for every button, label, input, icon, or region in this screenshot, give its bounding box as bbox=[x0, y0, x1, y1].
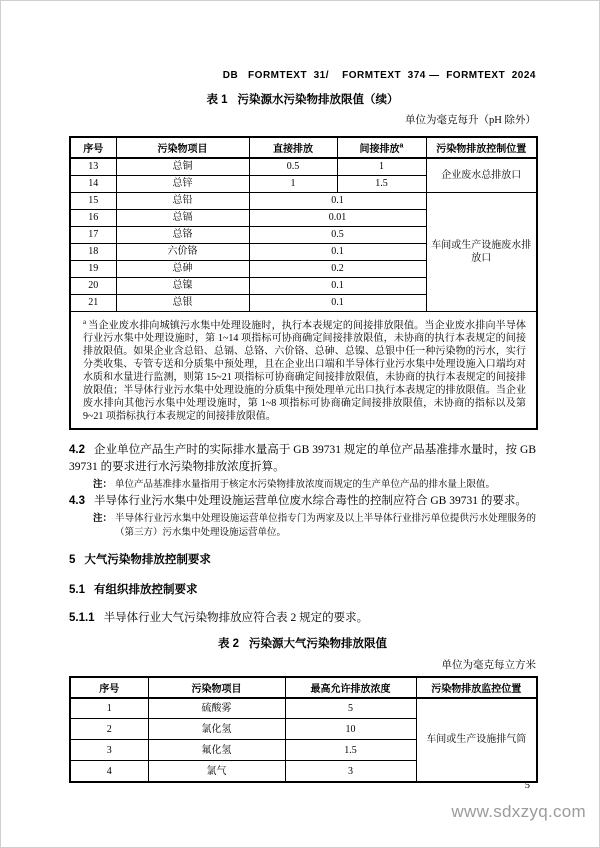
table1-row bbox=[70, 158, 537, 175]
pollutant-item-cell: 硫酸雾 bbox=[148, 698, 285, 719]
row-number-cell: 18 bbox=[70, 243, 116, 260]
clause-4-3 bbox=[69, 493, 536, 510]
table1-header-cell: 序号 bbox=[70, 137, 116, 158]
row-number-cell: 1 bbox=[70, 698, 148, 719]
section-5-1-heading bbox=[69, 583, 536, 597]
table1-header-cell: 间接排放$^a$ bbox=[337, 137, 426, 158]
note-text: 单位产品基准排水量指用于核定水污染物排放浓度而规定的生产单位产品的排水量上限值。 bbox=[115, 479, 496, 490]
indirect-limit-cell: 1 bbox=[337, 158, 426, 175]
table1-footnote-row bbox=[70, 311, 537, 429]
row-number-cell: 19 bbox=[70, 260, 116, 277]
pollutant-item-cell: 总镍 bbox=[116, 277, 249, 294]
note-label: 注： bbox=[93, 478, 113, 490]
limit-value-cell: 0.1 bbox=[249, 243, 426, 260]
row-number-cell: 16 bbox=[70, 209, 116, 226]
table2-title-text: 污染源大气污染物排放限值 bbox=[249, 637, 388, 650]
table2-header-row bbox=[70, 677, 537, 698]
section-5-heading bbox=[69, 553, 536, 567]
row-number-cell: 21 bbox=[70, 294, 116, 311]
pollutant-item-cell: 总铜 bbox=[116, 158, 249, 175]
max-concentration-cell: 3 bbox=[285, 761, 416, 782]
pollutant-item-cell: 氯化氢 bbox=[148, 719, 285, 740]
table2-header-cell: 最高允许排放浓度 bbox=[285, 677, 416, 698]
pollutant-item-cell: 总砷 bbox=[116, 260, 249, 277]
limit-value-cell: 0.1 bbox=[249, 294, 426, 311]
page-number: 5 bbox=[524, 780, 530, 791]
row-number-cell: 2 bbox=[70, 719, 148, 740]
table1-row bbox=[70, 192, 537, 209]
max-concentration-cell: 1.5 bbox=[285, 740, 416, 761]
clause-4-2 bbox=[69, 442, 536, 476]
clause-4-2-note bbox=[69, 478, 536, 492]
table1-title-prefix: 表 1 bbox=[206, 94, 228, 106]
pollutant-item-cell: 氟化氢 bbox=[148, 740, 285, 761]
section-5-1-number: 5.1 bbox=[69, 583, 85, 596]
clause-4-2-number: 4.2 bbox=[69, 443, 85, 456]
table1-header-cell: 污染物排放控制位置 bbox=[426, 137, 537, 158]
control-position-cell: 企业废水总排放口 bbox=[426, 158, 537, 192]
limit-value-cell: 0.01 bbox=[249, 209, 426, 226]
table2-header-cell: 污染物排放监控位置 bbox=[416, 677, 537, 698]
control-position-cell: 车间或生产设施排气筒 bbox=[416, 698, 537, 782]
pollutant-item-cell: 总锌 bbox=[116, 175, 249, 192]
row-number-cell: 13 bbox=[70, 158, 116, 175]
section-5-1-title: 有组织排放控制要求 bbox=[94, 583, 198, 596]
table1-title bbox=[69, 94, 536, 107]
row-number-cell: 14 bbox=[70, 175, 116, 192]
table1 bbox=[69, 136, 538, 430]
clause-4-3-note bbox=[69, 512, 536, 540]
watermark: www.sdxzyq.com bbox=[451, 802, 586, 821]
table2-header-cell: 序号 bbox=[70, 677, 148, 698]
pollutant-item-cell: 氯气 bbox=[148, 761, 285, 782]
clause-5-1-1 bbox=[69, 610, 536, 627]
section-5-title: 大气污染物排放控制要求 bbox=[84, 553, 211, 566]
note-label: 注： bbox=[93, 512, 113, 524]
table2-row bbox=[70, 698, 537, 719]
table2-unit-note: 单位为毫克每立方米 bbox=[441, 659, 536, 671]
row-number-cell: 4 bbox=[70, 761, 148, 782]
table2-title-prefix: 表 2 bbox=[217, 637, 240, 650]
clause-4-3-number: 4.3 bbox=[69, 494, 85, 507]
pollutant-item-cell: 六价铬 bbox=[116, 243, 249, 260]
table2-title bbox=[69, 638, 536, 651]
max-concentration-cell: 5 bbox=[285, 698, 416, 719]
pollutant-item-cell: 总铬 bbox=[116, 226, 249, 243]
table1-footnote bbox=[70, 311, 537, 429]
direct-limit-cell: 1 bbox=[249, 175, 337, 192]
table2 bbox=[69, 676, 538, 783]
table2-header-cell: 污染物项目 bbox=[148, 677, 285, 698]
clause-5-1-1-text: 半导体行业大气污染物排放应符合表 2 规定的要求。 bbox=[103, 611, 369, 624]
direct-limit-cell: 0.5 bbox=[249, 158, 337, 175]
row-number-cell: 3 bbox=[70, 740, 148, 761]
table1-title-text: 污染源水污染物排放限值（续） bbox=[237, 94, 399, 106]
control-position-cell: 车间或生产设施废水排放口 bbox=[426, 192, 537, 311]
doc-header: DB FORMTEXT 31/ FORMTEXT 374 — FORMTEXT 2024 bbox=[222, 70, 536, 81]
table1-header-cell: 直接排放 bbox=[249, 137, 337, 158]
limit-value-cell: 0.5 bbox=[249, 226, 426, 243]
section-5-number: 5 bbox=[69, 553, 76, 566]
row-number-cell: 17 bbox=[70, 226, 116, 243]
table1-unit-note: 单位为毫克每升（pH 除外） bbox=[405, 115, 536, 126]
row-number-cell: 15 bbox=[70, 192, 116, 209]
limit-value-cell: 0.1 bbox=[249, 192, 426, 209]
limit-value-cell: 0.1 bbox=[249, 277, 426, 294]
table1-header-cell: 污染物项目 bbox=[116, 137, 249, 158]
max-concentration-cell: 10 bbox=[285, 719, 416, 740]
limit-value-cell: 0.2 bbox=[249, 260, 426, 277]
note-text: 半导体行业污水集中处理设施运营单位指专门为两家及以上半导体行业排污单位提供污水处理服务的（第三方）污水集中处理设施运营单位。 bbox=[115, 513, 536, 538]
table1-header-row bbox=[70, 137, 537, 158]
indirect-limit-cell: 1.5 bbox=[337, 175, 426, 192]
clause-5-1-1-number: 5.1.1 bbox=[69, 611, 95, 624]
pollutant-item-cell: 总铅 bbox=[116, 192, 249, 209]
header-superscript: a bbox=[399, 142, 404, 150]
pollutant-item-cell: 总银 bbox=[116, 294, 249, 311]
clause-4-2-text: 企业单位产品生产时的实际排水量高于 GB 39731 规定的单位产品基准排水量时，按 GB 39731 的要求进行水污染物排放浓度折算。 bbox=[69, 443, 536, 473]
clause-4-3-text: 半导体行业污水集中处理设施运营单位废水综合毒性的控制应符合 GB 39731 的要求。 bbox=[94, 494, 527, 507]
pollutant-item-cell: 总镉 bbox=[116, 209, 249, 226]
row-number-cell: 20 bbox=[70, 277, 116, 294]
footnote-marker: a bbox=[83, 317, 87, 326]
footnote-text: 当企业废水排向城镇污水集中处理设施时，执行本表规定的间接排放限值。当企业废水排向半导体行业污水集中处理设施时，第 1~14 项指标可协商确定间接排放限值，未协商的执行本表规定的间接排放限值。如果企业含总铅、总镉、总铬、六价铬、总砷、总镍、总银中任一种污染物的污水，实行分类收集、专管专送和分质集中预处理，且在企业出口端和半导体行业污水集中处理设施入口端均对水质和水量进行监测，则第 15~21 项指标可协商确定间接排放限值，未协商的执行本表规定的间接排放限值；半导体行业污水集中处理设施的分质集中预处理单元出口执行本表规定的排放限值。当企业废水排向其他污水集中处理设施时，第 1~8 项指标可协商确定间接排放限值，未协商的指标以及第 9~21 项指标执行本表规定的间接排放限值。 bbox=[83, 319, 526, 422]
